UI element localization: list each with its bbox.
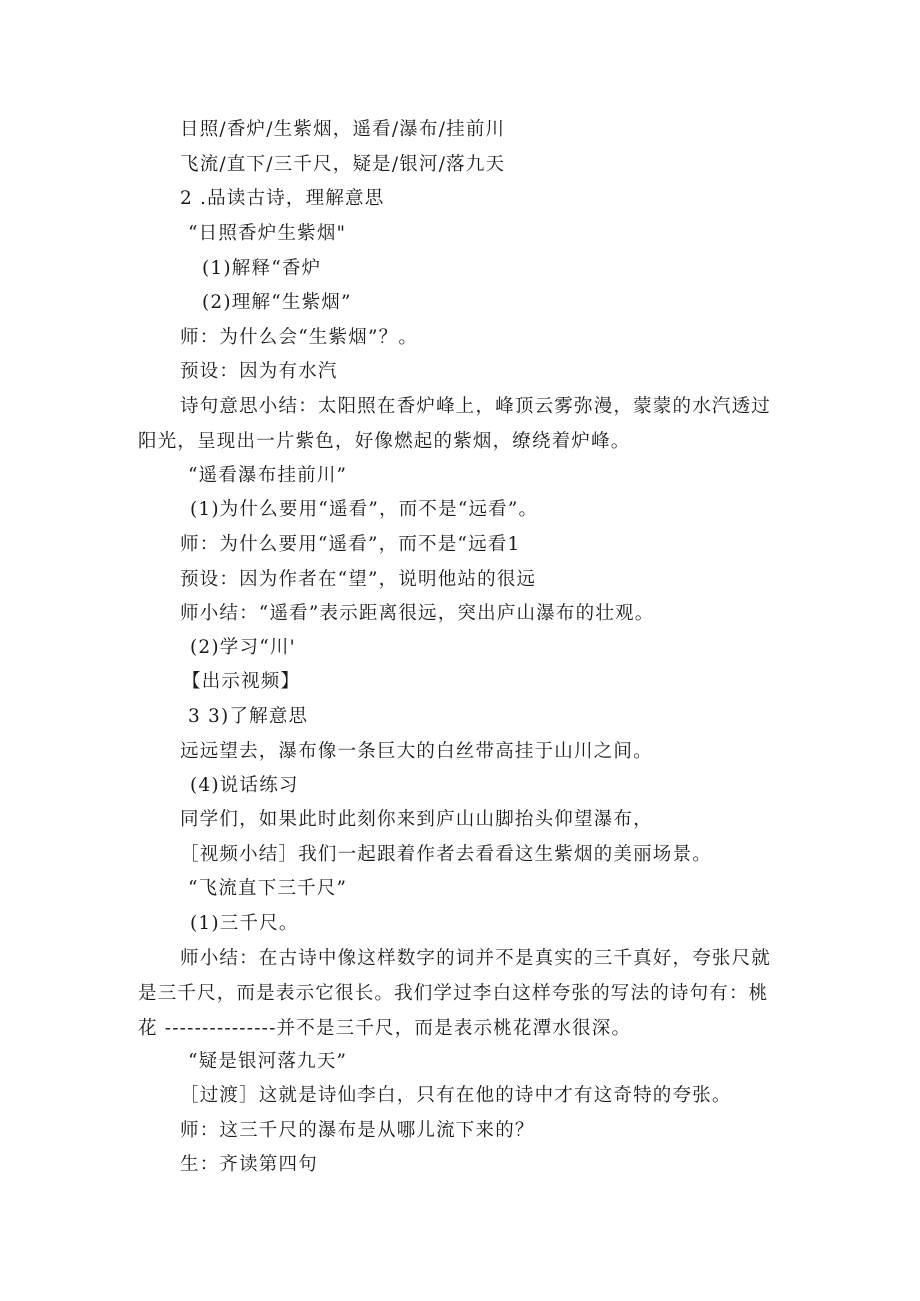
summary-paragraph: 诗句意思小结：太阳照在香炉峰上，峰顶云雾弥漫，蒙蒙的水汽透过阳光，呈现出一片紫色，好像燃起的紫烟，缭绕着炉峰。 xyxy=(138,396,772,452)
sub-item: (2)学习“川' xyxy=(190,637,296,658)
video-summary: ［视频小结］我们一起跟着作者去看看这生紫烟的美丽场景。 xyxy=(180,844,712,865)
teacher-summary-paragraph: 师小结：在古诗中像这样数字的词并不是真实的三千真好，夸张尺就是三千尺，而是表示它很长。我们学过李白这样夸张的写法的诗句有：桃花 ---------------并不是三千尺，而是表示桃花潭水很深。 xyxy=(138,948,772,1039)
sub-item: (1)解释“香炉 xyxy=(202,258,322,279)
sub-item: 3 3)了解意思 xyxy=(188,706,309,727)
section-heading: 2 .品读古诗，理解意思 xyxy=(180,188,385,209)
teacher-summary: 师小结：“遥看”表示距离很远，突出庐山瀑布的壮观。 xyxy=(180,603,655,624)
quote-heading-1: “日照香炉生紫烟" xyxy=(188,223,347,244)
bracket-note: 【出示视频】 xyxy=(182,671,301,692)
quote-heading-3: “飞流直下三千尺” xyxy=(188,878,348,899)
body-line: 远远望去，瀑布像一条巨大的白丝带高挂于山川之间。 xyxy=(180,741,653,762)
teacher-line: 师：为什么会“生紫烟”？。 xyxy=(180,327,419,348)
preset-line: 预设：因为有水汽 xyxy=(180,361,338,382)
body-line: 同学们，如果此时此刻你来到庐山山脚抬头仰望瀑布， xyxy=(180,809,653,830)
student-line: 生：齐读第四句 xyxy=(180,1154,318,1175)
poem-line-1: 日照/香炉/生紫烟，遥看/瀑布/挂前川 xyxy=(180,119,506,140)
transition-line: ［过渡］这就是诗仙李白，只有在他的诗中才有这奇特的夸张。 xyxy=(180,1085,732,1106)
teacher-line: 师：为什么要用“遥看”，而不是“远看1 xyxy=(180,534,521,555)
sub-item: (4)说话练习 xyxy=(190,775,299,796)
teacher-line: 师：这三千尺的瀑布是从哪儿流下来的？ xyxy=(180,1120,535,1141)
poem-line-2: 飞流/直下/三千尺，疑是/银河/落九天 xyxy=(180,154,506,175)
quote-heading-2: “遥看瀑布挂前川” xyxy=(188,465,348,486)
sub-item: (1)三千尺。 xyxy=(190,913,299,934)
preset-line: 预设：因为作者在“望”，说明他站的很远 xyxy=(180,569,537,590)
sub-item: (2)理解“生紫烟” xyxy=(202,292,352,313)
sub-item: (1)为什么要用“遥看”，而不是“远看”。 xyxy=(190,499,539,520)
quote-heading-4: “疑是银河落九天” xyxy=(188,1051,348,1072)
